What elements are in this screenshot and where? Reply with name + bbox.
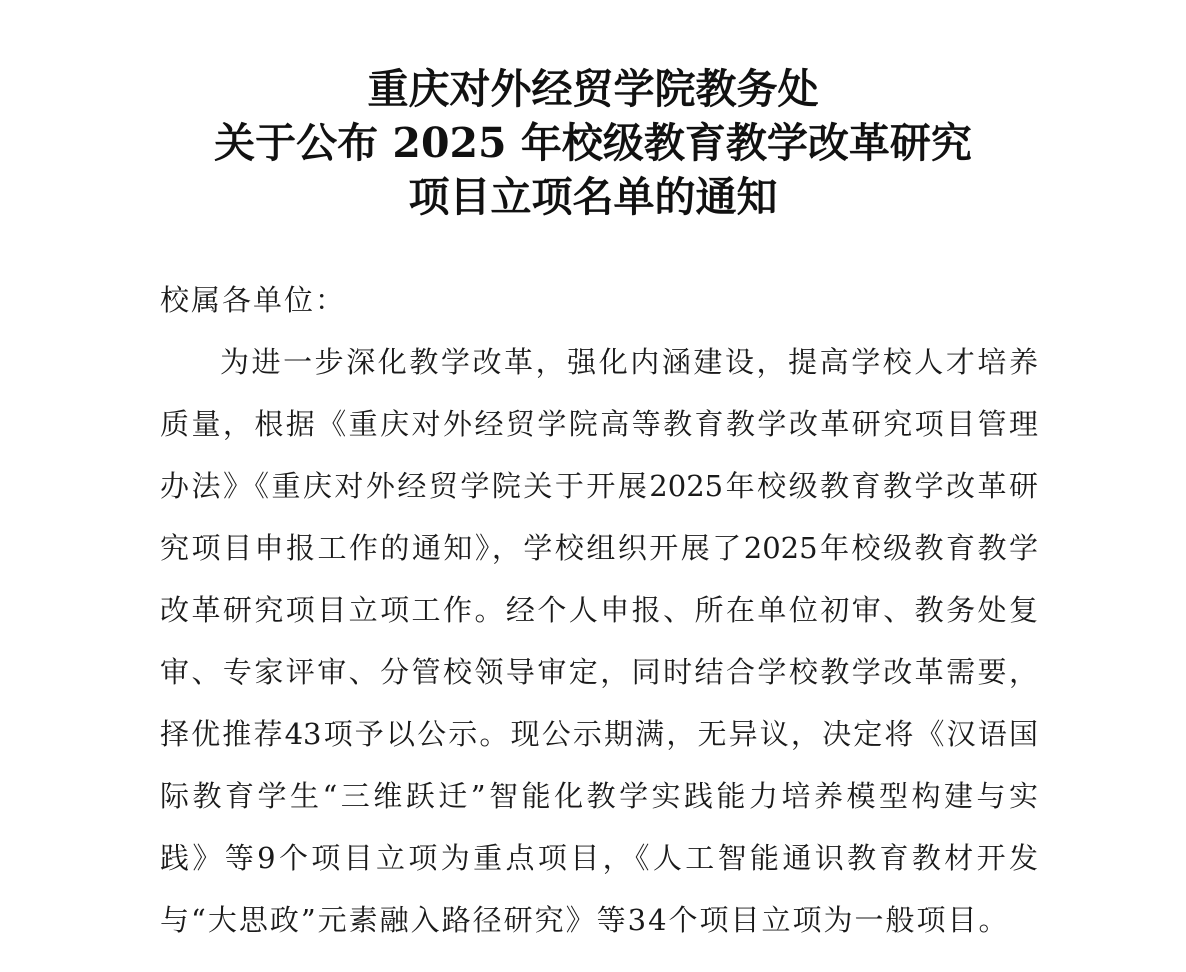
document-title-line-2: 关于公布 2025 年校级教育教学改革研究 <box>214 119 972 167</box>
body-line: 与“大思政”元素融入路径研究》等34个项目立项为一般项目。 <box>160 903 1010 937</box>
body-line: 际教育学生“三维跃迁”智能化教学实践能力培养模型构建与实 <box>160 779 1038 813</box>
cropped-text-fragment <box>160 958 1038 972</box>
body-line: 改革研究项目立项工作。经个人申报、所在单位初审、教务处复 <box>160 593 1038 627</box>
cropped-next-line <box>160 958 1038 972</box>
salutation: 校属各单位： <box>160 283 347 317</box>
body-line: 审、专家评审、分管校领导审定，同时结合学校教学改革需要， <box>160 655 1038 689</box>
body-line: 践》等9个项目立项为重点项目，《人工智能通识教育教材开发 <box>160 841 1038 875</box>
document-title-line-1: 重庆对外经贸学院教务处 <box>367 65 819 113</box>
body-line: 质量，根据《重庆对外经贸学院高等教育教学改革研究项目管理 <box>160 407 1038 441</box>
body-line: 究项目申报工作的通知》，学校组织开展了2025年校级教育教学 <box>160 531 1038 565</box>
body-line: 办法》《重庆对外经贸学院关于开展2025年校级教育教学改革研 <box>160 469 1038 503</box>
body-line: 择优推荐43项予以公示。现公示期满，无异议，决定将《汉语国 <box>160 717 1038 751</box>
body-line: 为进一步深化教学改革，强化内涵建设，提高学校人才培养 <box>220 345 1038 379</box>
document-title-line-3: 项目立项名单的通知 <box>408 173 778 221</box>
